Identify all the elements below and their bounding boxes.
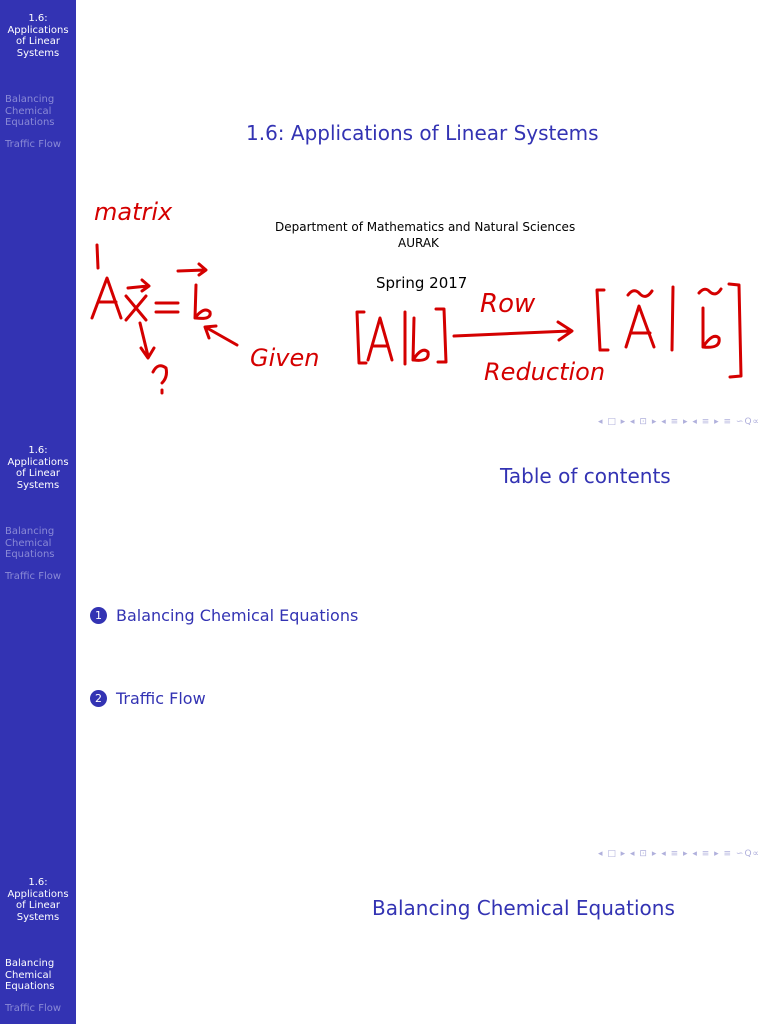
sidebar-item-traffic[interactable]: Traffic Flow — [5, 571, 62, 582]
beamer-navigation[interactable]: ◂ □ ▸ ◂ ⊡ ▸ ◂ ≡ ▸ ◂ ≡ ▸ ≡ ∽Q∝ — [597, 849, 760, 859]
sidebar-item-balancing[interactable]: Balancing Chemical Equations — [5, 958, 55, 992]
slide-title: Table of contents — [500, 464, 671, 488]
slide-title: 1.6: Applications of Linear Systems — [246, 121, 599, 145]
label-reduction: Reduction — [484, 358, 606, 386]
sidebar-title[interactable]: 1.6: Applications of Linear Systems — [7, 13, 69, 59]
sidebar — [0, 432, 76, 864]
toc-item-balancing[interactable] — [90, 606, 358, 625]
toc-label: Balancing Chemical Equations — [116, 606, 359, 625]
toc-number: 1 — [90, 607, 107, 624]
sidebar-title[interactable]: 1.6: Applications of Linear Systems — [7, 877, 69, 923]
toc-item-traffic[interactable] — [90, 689, 206, 708]
label-row: Row — [480, 289, 536, 319]
beamer-navigation[interactable]: ◂ □ ▸ ◂ ⊡ ▸ ◂ ≡ ▸ ◂ ≡ ▸ ≡ ∽Q∝ — [597, 417, 760, 427]
slide-2 — [0, 432, 768, 864]
department-text: Department of Mathematics and Natural Sciences — [275, 220, 576, 234]
handwritten-annotation — [0, 0, 768, 432]
toc-label: Traffic Flow — [116, 689, 206, 708]
slide-title: Balancing Chemical Equations — [372, 896, 675, 920]
sidebar-item-traffic[interactable]: Traffic Flow — [5, 1003, 62, 1014]
slide-3 — [0, 864, 768, 1024]
sidebar — [0, 864, 76, 1024]
date-text: Spring 2017 — [376, 274, 468, 292]
label-given: Given — [250, 344, 320, 372]
sidebar-item-traffic[interactable]: Traffic Flow — [5, 139, 62, 150]
sidebar-item-balancing[interactable]: Balancing Chemical Equations — [5, 526, 55, 560]
sidebar-title[interactable]: 1.6: Applications of Linear Systems — [7, 445, 69, 491]
toc-number: 2 — [90, 690, 107, 707]
sidebar-item-balancing[interactable]: Balancing Chemical Equations — [5, 94, 55, 128]
label-matrix: matrix — [94, 198, 173, 226]
slide-1 — [0, 0, 768, 432]
institution-text: AURAK — [398, 236, 439, 250]
